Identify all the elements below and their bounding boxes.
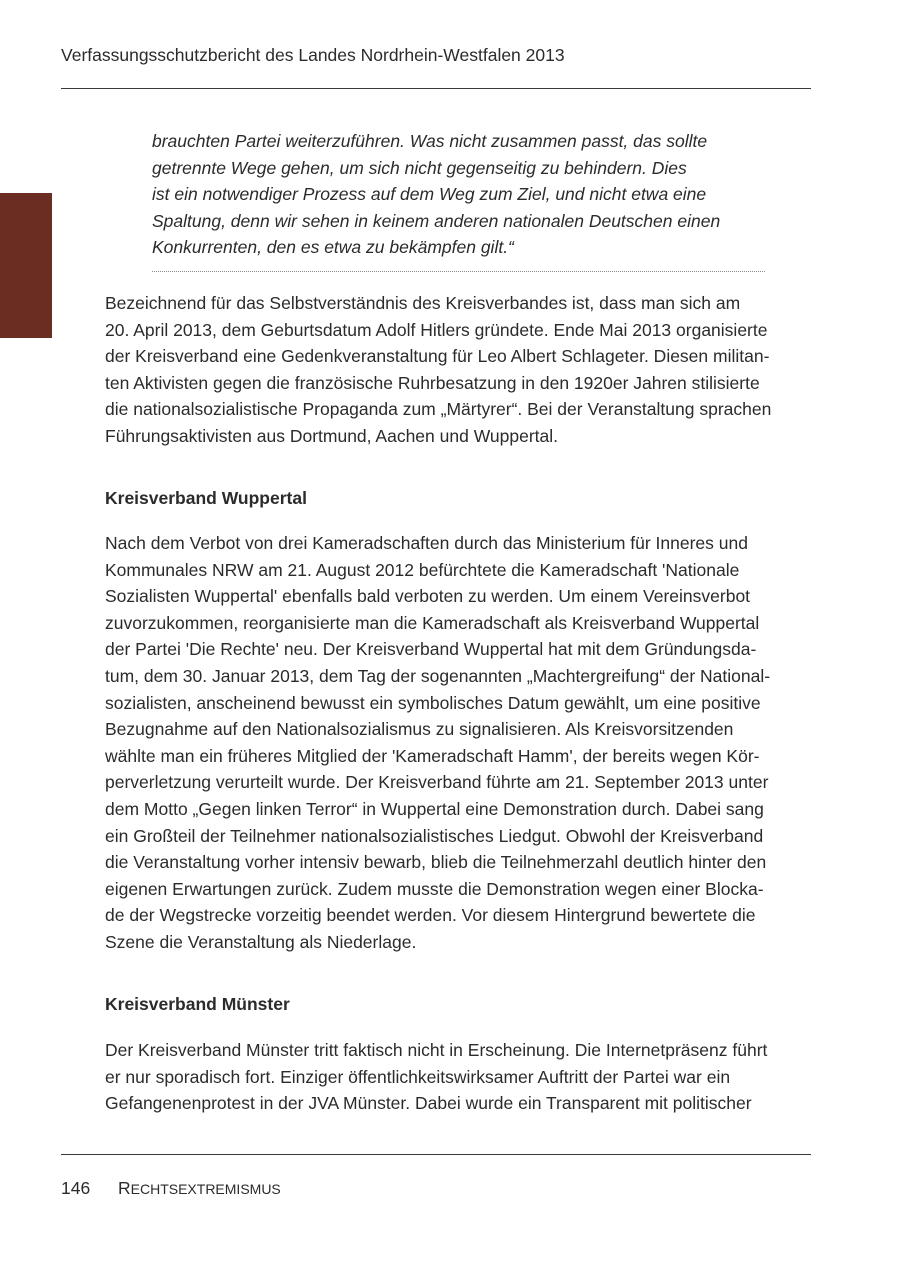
body-paragraph-wuppertal: [105, 530, 815, 956]
text-line: Der Kreisverband Münster tritt faktisch nicht in Erscheinung. Die Internetpräsenz führt: [105, 1040, 768, 1060]
quote-line: brauchten Partei weiterzuführen. Was nicht zusammen passt, das sollte: [152, 131, 708, 151]
text-line: eigenen Erwartungen zurück. Zudem musste die Demonstration wegen einer Blocka-: [105, 878, 764, 899]
running-header: Verfassungsschutzbericht des Landes Nordrhein-Westfalen 2013: [61, 45, 565, 65]
quote-line: getrennte Wege gehen, um sich nicht gegenseitig zu behindern. Dies: [152, 157, 687, 178]
text-line: Kommunales NRW am 21. August 2012 befürchtete die Kameradschaft 'Nationale: [105, 559, 740, 580]
text-line: Szene die Veranstaltung als Niederlage.: [105, 931, 417, 952]
quote-line: Spaltung, denn wir sehen in keinem anderen nationalen Deutschen einen: [152, 210, 721, 231]
text-line: er nur sporadisch fort. Einziger öffentlichkeitswirksamer Auftritt der Partei war ein: [105, 1066, 731, 1087]
text-line: Bezeichnend für das Selbstverständnis des Kreisverbandes ist, dass man sich am: [105, 293, 741, 313]
text-line: Bezugnahme auf den Nationalsozialismus zu signalisieren. Als Kreisvorsitzenden: [105, 719, 734, 740]
text-line: sozialisten, anscheinend bewusst ein symbolisches Datum gewählt, um eine positive: [105, 692, 761, 713]
text-line: tum, dem 30. Januar 2013, dem Tag der sogenannten „Machtergreifung“ der National-: [105, 665, 771, 686]
footer-section-initial: R: [118, 1178, 131, 1198]
text-line: Führungsaktivisten aus Dortmund, Aachen und Wuppertal.: [105, 425, 558, 446]
chapter-tab-marker: [0, 193, 52, 338]
text-line: zuvorzukommen, reorganisierte man die Kameradschaft als Kreisverband Wuppertal: [105, 612, 760, 633]
footer-rule: [61, 1154, 811, 1155]
text-line: die Veranstaltung vorher intensiv bewarb, blieb die Teilnehmerzahl deutlich hinter den: [105, 852, 767, 873]
footer-section-rest: ECHTSEXTREMISMUS: [130, 1181, 281, 1197]
quote-line: ist ein notwendiger Prozess auf dem Weg zum Ziel, und nicht etwa eine: [152, 184, 707, 205]
text-line: Gefangenenprotest in der JVA Münster. Dabei wurde ein Transparent mit politischer: [105, 1093, 752, 1114]
header-rule: [61, 88, 811, 89]
text-line: der Kreisverband eine Gedenkveranstaltung für Leo Albert Schlageter. Diesen militan-: [105, 346, 770, 367]
text-line: der Partei 'Die Rechte' neu. Der Kreisverband Wuppertal hat mit dem Gründungsda-: [105, 639, 757, 660]
quote-end-divider: [152, 271, 765, 272]
section-heading-muenster: Kreisverband Münster: [105, 994, 290, 1014]
quote-line: Konkurrenten, den es etwa zu bekämpfen gilt.“: [152, 237, 514, 258]
text-line: die nationalsozialistische Propaganda zum „Märtyrer“. Bei der Veranstaltung sprachen: [105, 399, 772, 420]
body-paragraph: [105, 290, 815, 450]
body-paragraph-muenster: [105, 1037, 815, 1117]
text-line: Sozialisten Wuppertal' ebenfalls bald verboten zu werden. Um einem Vereinsverbot: [105, 586, 751, 607]
footer-section-title: [118, 1178, 281, 1199]
page-number: 146: [61, 1178, 91, 1198]
text-line: de der Wegstrecke vorzeitig beendet werden. Vor diesem Hintergrund bewertete die: [105, 905, 756, 926]
text-line: ein Großteil der Teilnehmer nationalsozialistisches Liedgut. Obwohl der Kreisverband: [105, 825, 764, 846]
text-line: perverletzung verurteilt wurde. Der Kreisverband führte am 21. September 2013 unter: [105, 772, 769, 793]
text-line: 20. April 2013, dem Geburtsdatum Adolf Hitlers gründete. Ende Mai 2013 organisierte: [105, 319, 768, 340]
text-line: Nach dem Verbot von drei Kameradschaften durch das Ministerium für Inneres und: [105, 533, 748, 553]
section-heading-wuppertal: Kreisverband Wuppertal: [105, 488, 307, 508]
block-quote: [152, 128, 792, 261]
text-line: wählte man ein früheres Mitglied der 'Kameradschaft Hamm', der bereits wegen Kör-: [105, 745, 760, 766]
text-line: dem Motto „Gegen linken Terror“ in Wuppertal eine Demonstration durch. Dabei sang: [105, 798, 764, 819]
text-line: ten Aktivisten gegen die französische Ruhrbesatzung in den 1920er Jahren stilisierte: [105, 372, 760, 393]
